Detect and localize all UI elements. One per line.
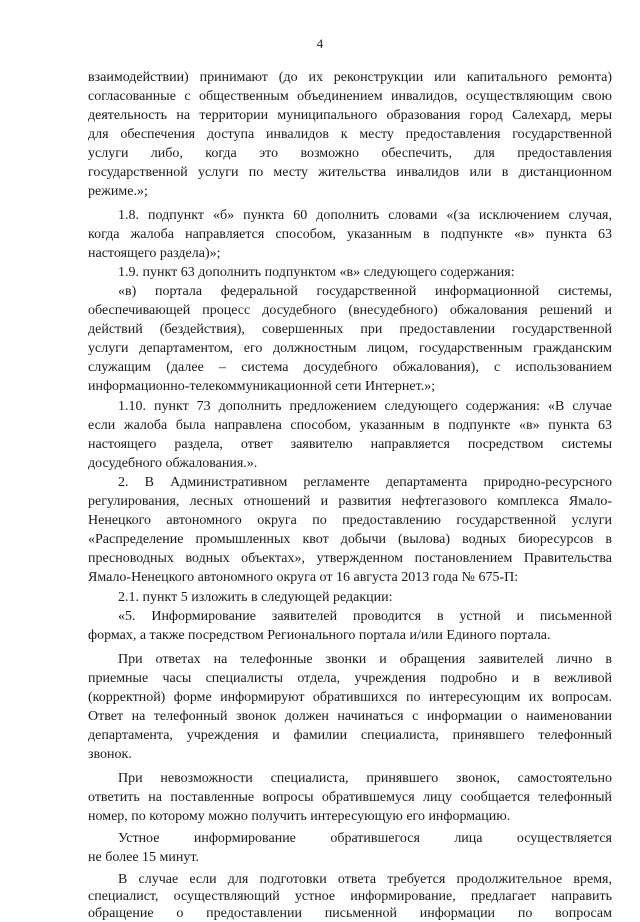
text-line: При невозможности специалиста, принявшего звонок, самостоятельно: [118, 771, 612, 786]
text-line: департамента, учреждения и фамилии специалиста, принявшего телефонный: [88, 728, 612, 743]
text-line: В случае если для подготовки ответа требуется продолжительное время,: [118, 872, 612, 887]
text-line: действий (бездействия), совершенных при предоставлении государственной: [88, 322, 612, 337]
text-line: Ненецкого автономного округа по предоставлению государственной услуги: [88, 513, 612, 528]
text-line: настоящего раздела, ответ заявителю направляется посредством системы: [88, 437, 612, 452]
text-line: (корректной) форме информируют обратившихся по интересующим их вопросам.: [88, 690, 612, 705]
text-line: служащим (далее – система досудебного обжалования), с использованием: [88, 360, 612, 375]
text-line: ответить на поставленные вопросы обратившемуся лицу сообщается телефонный: [88, 790, 612, 805]
text-line: досудебного обжалования.».: [88, 456, 258, 471]
text-line: звонок.: [88, 747, 132, 762]
page-number: 4: [316, 36, 324, 51]
text-line: При ответах на телефонные звонки и обращения заявителей лично в: [118, 652, 612, 667]
text-line: «Распределение промышленных квот добычи (вылова) водных биоресурсов в: [88, 532, 612, 547]
text-line: «в) портала федеральной государственной информационной системы,: [118, 284, 612, 299]
text-line: настоящего раздела)»;: [88, 246, 221, 261]
text-line: 1.9. пункт 63 дополнить подпунктом «в» следующего содержания:: [118, 265, 515, 280]
text-line: государственной услуги по месту жительства инвалидов или в дистанционном: [88, 165, 612, 180]
text-line: номер, по которому можно получить интересующую его информацию.: [88, 809, 511, 824]
text-line: 1.8. подпункт «б» пункта 60 дополнить словами «(за исключением случая,: [118, 208, 612, 223]
text-line: приемные часы специалисты отдела, учреждения подробно и в вежливой: [88, 671, 612, 686]
text-line: деятельность на территории муниципального образования город Салехард, меры: [88, 108, 612, 123]
text-line: регулирования, лесных отношений и развития нефтегазового комплекса Ямало-: [88, 494, 612, 509]
text-line: Ответ на телефонный звонок должен начинаться с информации о наименовании: [88, 709, 612, 724]
text-line: 2. В Административном регламенте департамента природно-ресурсного: [118, 475, 612, 490]
text-line: взаимодействии) принимают (до их реконструкции или капитального ремонта): [88, 70, 612, 85]
text-line: когда жалоба направляется способом, указанным в подпункте «в» пункта 63: [88, 227, 612, 242]
text-line: режиме.»;: [88, 184, 148, 199]
text-line: «5. Информирование заявителей проводится в устной и письменной: [118, 609, 612, 624]
text-line: 1.10. пункт 73 дополнить предложением следующего содержания: «В случае: [118, 399, 612, 414]
text-line: обеспечивающей процесс досудебного (внесудебного) обжалования решений и: [88, 303, 612, 318]
text-line: информационно-телекоммуникационной сети Интернет.»;: [88, 379, 436, 394]
text-line: не более 15 минут.: [88, 850, 199, 865]
text-line: услуги департаментом, его должностным лицом, государственным гражданским: [88, 341, 612, 356]
text-line: для обеспечения доступа инвалидов к месту предоставления государственной: [88, 127, 612, 142]
text-line: пресноводных водных объектах», утвержденном постановлением Правительства: [88, 551, 612, 566]
text-line: обращение о предоставлении письменной информации по вопросам: [88, 906, 612, 921]
text-line: Устное информирование обратившегося лица осуществляется: [118, 831, 612, 846]
text-line: формах, а также посредством Регионального портала и/или Единого портала.: [88, 628, 551, 643]
text-line: Ямало-Ненецкого автономного округа от 16 августа 2013 года № 675-П:: [88, 570, 519, 585]
text-line: 2.1. пункт 5 изложить в следующей редакции:: [118, 590, 393, 605]
text-line: специалист, осуществляющий устное информирование, предлагает направить: [88, 889, 612, 904]
text-line: услуги либо, когда это возможно обеспечить, для предоставления: [88, 146, 612, 161]
text-line: если жалоба была направлена способом, указанным в подпункте «в» пункта 63: [88, 418, 612, 433]
text-line: согласованные с общественным объединением инвалидов, осуществляющим свою: [88, 89, 612, 104]
